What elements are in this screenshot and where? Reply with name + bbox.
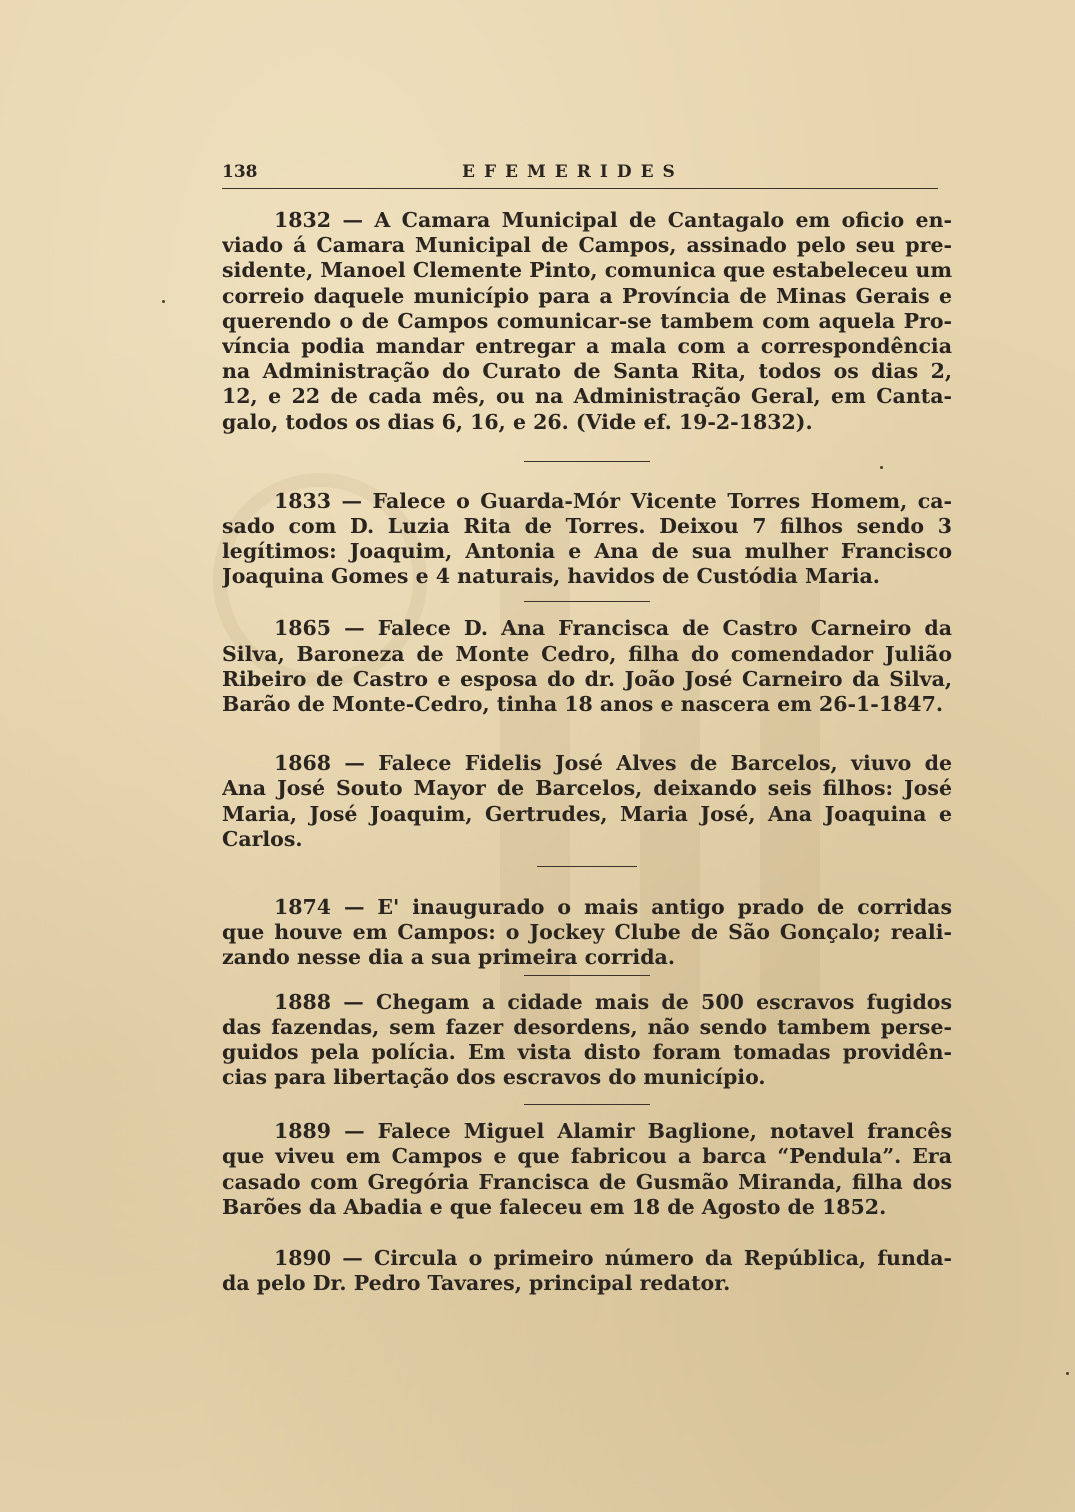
paper-speck [880, 466, 883, 469]
entry-line: Silva, Baroneza de Monte Cedro, filha do comendador Julião [222, 641, 952, 666]
entry-line: Carlos. [222, 826, 303, 851]
entry-1868 [222, 751, 952, 852]
entry-paragraph [222, 1119, 952, 1220]
entry-line: cias para libertação dos escravos do município. [222, 1065, 766, 1090]
spacer [222, 1220, 952, 1246]
entry-1888 [222, 990, 952, 1091]
entry-line: Barões da Abadia e que faleceu em 18 de Agosto de 1852. [222, 1194, 887, 1219]
entry-line: sado com D. Luzia Rita de Torres. Deixou 7 filhos sendo 3 [222, 513, 952, 538]
section-divider [537, 866, 637, 867]
page-number: 138 [222, 162, 258, 182]
entry-line: 1890 — Circula o primeiro número da República, funda- [274, 1246, 952, 1270]
paper-speck [1066, 1372, 1069, 1375]
section-divider [524, 461, 650, 462]
entry-line: querendo o de Campos comunicar-se tambem com aquela Pro- [222, 308, 952, 333]
entry-1874 [222, 895, 952, 971]
entry-line: 1833 — Falece o Guarda-Mór Vicente Torres Homem, ca- [274, 488, 952, 513]
section-divider [524, 1104, 650, 1105]
entry-line: 1868 — Falece Fidelis José Alves de Barcelos, viuvo de [274, 751, 952, 776]
entry-paragraph [222, 489, 952, 590]
entry-line: 12, e 22 de cada mês, ou na Administração Geral, em Canta- [222, 384, 952, 409]
entries-list [222, 208, 952, 1296]
entry-paragraph [222, 208, 952, 435]
entry-line: casado com Gregória Francisca de Gusmão Miranda, filha dos [222, 1169, 952, 1194]
paper-speck [162, 300, 165, 303]
entry-line: Maria, José Joaquim, Gertrudes, Maria José, Ana Joaquina e [222, 801, 952, 826]
entry-line: Barão de Monte-Cedro, tinha 18 anos e nascera em 26-1-1847. [222, 692, 943, 716]
entry-line: na Administração do Curato de Santa Rita, todos os dias 2, [222, 359, 952, 384]
entry-line: zando nesse dia a sua primeira corrida. [222, 945, 675, 970]
entry-line: que houve em Campos: o Jockey Clube de São Gonçalo; reali- [222, 920, 952, 945]
entry-line: Joaquina Gomes e 4 naturais, havidos de Custódia Maria. [222, 564, 880, 589]
entry-paragraph [222, 895, 952, 971]
section-divider [524, 601, 650, 602]
entry-line: Ribeiro de Castro e esposa do dr. João José Carneiro da Silva, [222, 666, 952, 691]
entry-line: 1832 — A Camara Municipal de Cantagalo em oficio en- [274, 208, 952, 232]
entry-1833 [222, 489, 952, 590]
entry-line: das fazendas, sem fazer desordens, não sendo tambem perse- [222, 1014, 952, 1039]
entry-1889 [222, 1119, 952, 1220]
entry-line: legítimos: Joaquim, Antonia e Ana de sua mulher Francisco [222, 539, 952, 564]
entry-line: correio daquele município para a Província de Minas Gerais e [222, 283, 952, 308]
entry-line: sidente, Manoel Clemente Pinto, comunica que estabeleceu um [222, 258, 952, 283]
spacer [222, 717, 952, 751]
section-divider [524, 975, 650, 976]
entry-line: galo, todos os dias 6, 16, e 26. (Vide ef. 19-2-1832). [222, 409, 813, 434]
entry-paragraph [222, 1246, 952, 1296]
entry-line: 1865 — Falece D. Ana Francisca de Castro Carneiro da [274, 616, 952, 641]
entry-1890 [222, 1246, 952, 1296]
entry-line: víncia podia mandar entregar a mala com a correspondência [222, 333, 952, 358]
entry-1865 [222, 616, 952, 717]
running-title: EFEMERIDES [462, 162, 684, 182]
entry-line: guidos pela polícia. Em vista disto foram tomadas providên- [222, 1039, 952, 1064]
entry-line: 1874 — E' inaugurado o mais antigo prado de corridas [274, 894, 952, 919]
entry-line: 1888 — Chegam a cidade mais de 500 escravos fugidos [274, 989, 952, 1014]
entry-line: Ana José Souto Mayor de Barcelos, deixando seis filhos: José [222, 776, 952, 801]
entry-line: da pelo Dr. Pedro Tavares, principal redator. [222, 1271, 731, 1296]
entry-line: que viveu em Campos e que fabricou a barca “Pendula”. Era [222, 1144, 952, 1169]
entry-line: 1889 — Falece Miguel Alamir Baglione, notavel francês [274, 1119, 952, 1144]
entry-line: viado á Camara Municipal de Campos, assinado pelo seu pre- [222, 233, 952, 258]
entry-paragraph [222, 990, 952, 1091]
entry-paragraph [222, 616, 952, 717]
page-header [222, 160, 938, 189]
entry-paragraph [222, 751, 952, 852]
entry-1832 [222, 208, 952, 435]
